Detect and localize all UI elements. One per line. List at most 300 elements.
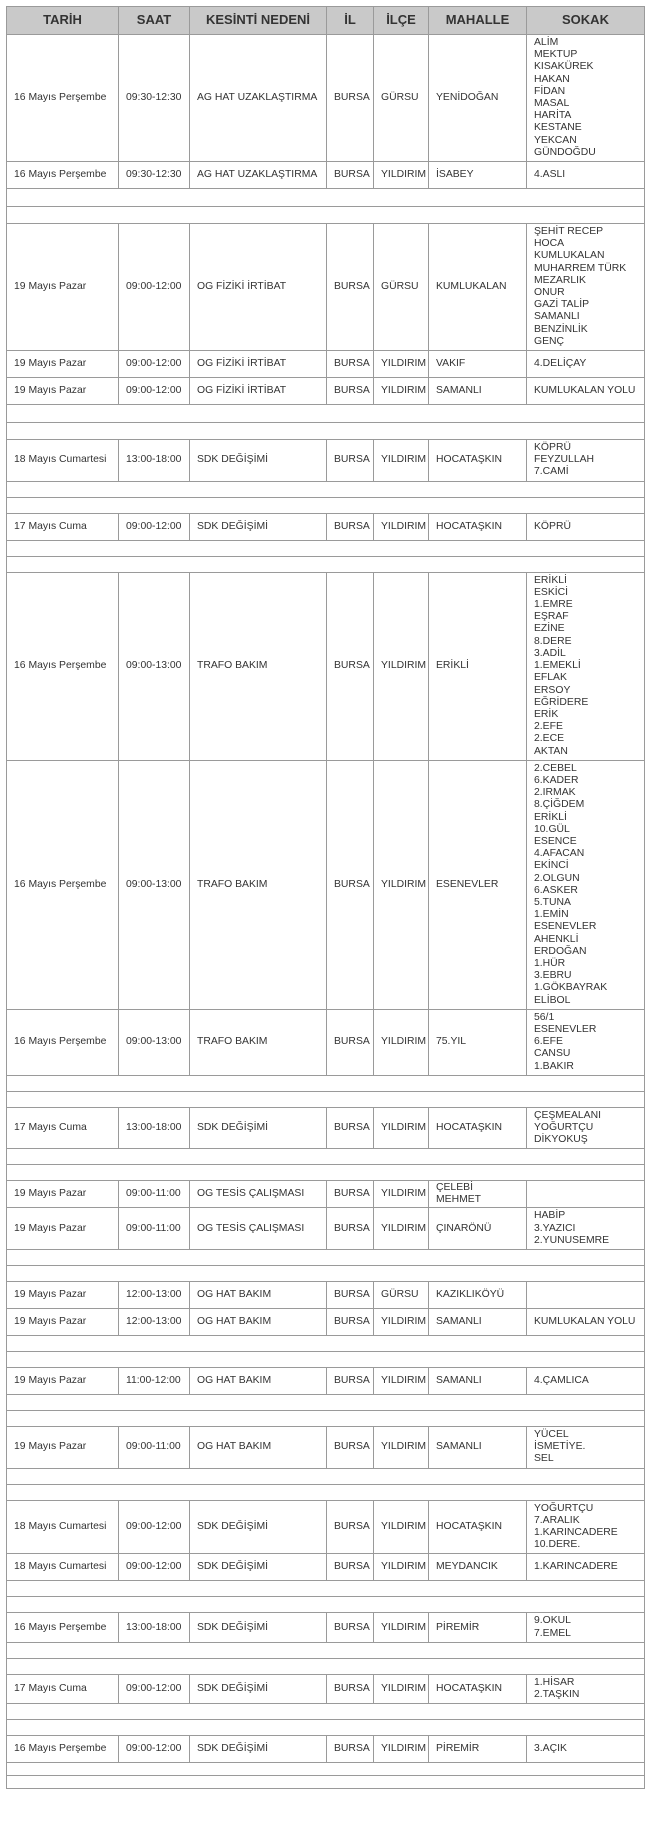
sokak-item: 2.YUNUSEMRE <box>534 1234 610 1246</box>
ilce-cell: YILDIRIM <box>374 162 429 189</box>
separator-row <box>7 1468 645 1484</box>
separator-row <box>7 481 645 497</box>
table-row <box>7 760 645 1009</box>
separator-row <box>7 1704 645 1720</box>
sokak-cell <box>527 351 645 378</box>
kesinti-nedeni-cell: OG TESİS ÇALIŞMASI <box>190 1181 327 1208</box>
sokak-cell <box>527 440 645 482</box>
table-row <box>7 1613 645 1642</box>
sokak-item: MEZARLIK <box>534 274 586 286</box>
il-cell: BURSA <box>327 1009 374 1075</box>
sokak-item: 6.EFE <box>534 1036 563 1048</box>
ilce-cell: YILDIRIM <box>374 351 429 378</box>
separator-row <box>7 1149 645 1165</box>
sokak-item: KÖPRÜ <box>534 442 571 454</box>
separator-cell <box>7 1336 645 1352</box>
saat-cell: 13:00-18:00 <box>119 440 190 482</box>
separator-cell <box>7 1704 645 1720</box>
table-row <box>7 1181 645 1208</box>
separator-cell <box>7 1468 645 1484</box>
sokak-item: 7.EMEL <box>534 1627 571 1639</box>
mahalle-cell: SAMANLI <box>429 1309 527 1336</box>
sokak-item: AHENKLİ <box>534 933 579 945</box>
separator-cell <box>7 1395 645 1411</box>
table-row <box>7 378 645 405</box>
separator-row <box>7 1581 645 1597</box>
separator-cell <box>7 422 645 440</box>
separator-cell <box>7 1165 645 1181</box>
il-cell: BURSA <box>327 1309 374 1336</box>
il-cell: BURSA <box>327 1107 374 1149</box>
il-cell: BURSA <box>327 1181 374 1208</box>
tarih-cell: 16 Mayıs Perşembe <box>7 1009 119 1075</box>
header-kesinti-nedeni: KESİNTİ NEDENİ <box>190 7 327 35</box>
mahalle-cell: YENİDOĞAN <box>429 35 527 162</box>
kesinti-nedeni-cell: AG HAT UZAKLAŞTIRMA <box>190 162 327 189</box>
sokak-item: 6.KADER <box>534 774 579 786</box>
separator-cell <box>7 481 645 497</box>
separator-cell <box>7 1411 645 1427</box>
sokak-cell <box>527 1282 645 1309</box>
tarih-cell: 19 Mayıs Pazar <box>7 1309 119 1336</box>
separator-cell <box>7 405 645 423</box>
sokak-item: 1.EMİN <box>534 909 569 921</box>
sokak-item: 1.HÜR <box>534 957 566 969</box>
mahalle-cell: HOCATAŞKIN <box>429 1107 527 1149</box>
sokak-cell <box>527 224 645 351</box>
sokak-item: ERİKLİ <box>534 574 567 586</box>
ilce-cell: YILDIRIM <box>374 760 429 1009</box>
kesinti-nedeni-cell: SDK DEĞİŞİMİ <box>190 1674 327 1703</box>
sokak-item: 1.EMEKLİ <box>534 660 581 672</box>
saat-cell: 12:00-13:00 <box>119 1282 190 1309</box>
ilce-cell: YILDIRIM <box>374 1309 429 1336</box>
kesinti-nedeni-cell: SDK DEĞİŞİMİ <box>190 1107 327 1149</box>
sokak-item: ESENEVLER <box>534 1023 597 1035</box>
sokak-item: 2.TAŞKIN <box>534 1689 580 1701</box>
il-cell: BURSA <box>327 1613 374 1642</box>
saat-cell: 12:00-13:00 <box>119 1309 190 1336</box>
sokak-item: 7.CAMİ <box>534 466 569 478</box>
il-cell: BURSA <box>327 378 374 405</box>
separator-row <box>7 1658 645 1674</box>
tarih-cell: 16 Mayıs Perşembe <box>7 760 119 1009</box>
sokak-item: KÖPRÜ <box>534 520 571 532</box>
sokak-item: CANSU <box>534 1048 571 1060</box>
sokak-item: EŞRAF <box>534 611 569 623</box>
sokak-cell <box>527 1613 645 1642</box>
sokak-cell <box>527 1368 645 1395</box>
kesinti-nedeni-cell: SDK DEĞİŞİMİ <box>190 1613 327 1642</box>
separator-row <box>7 1336 645 1352</box>
sokak-item: KESTANE <box>534 122 582 134</box>
table-row <box>7 1009 645 1075</box>
table-row <box>7 351 645 378</box>
ilce-cell: YILDIRIM <box>374 1427 429 1469</box>
il-cell: BURSA <box>327 35 374 162</box>
sokak-item: 7.ARALIK <box>534 1514 580 1526</box>
sokak-item: 10.GÜL <box>534 823 570 835</box>
header-saat: SAAT <box>119 7 190 35</box>
sokak-item: ERİKLİ <box>534 811 567 823</box>
sokak-item: 1.BAKIR <box>534 1060 574 1072</box>
mahalle-cell: MEYDANCIK <box>429 1554 527 1581</box>
sokak-item: ALİM <box>534 37 559 48</box>
power-outage-table <box>6 6 645 1789</box>
separator-row <box>7 422 645 440</box>
kesinti-nedeni-cell: SDK DEĞİŞİMİ <box>190 1554 327 1581</box>
table-row <box>7 513 645 540</box>
sokak-item: GENÇ <box>534 335 565 347</box>
separator-cell <box>7 1266 645 1282</box>
saat-cell: 09:00-12:00 <box>119 1554 190 1581</box>
sokak-cell <box>527 35 645 162</box>
tarih-cell: 19 Mayıs Pazar <box>7 1427 119 1469</box>
tarih-cell: 16 Mayıs Perşembe <box>7 1736 119 1763</box>
ilce-cell: YILDIRIM <box>374 1009 429 1075</box>
sokak-cell <box>527 760 645 1009</box>
il-cell: BURSA <box>327 760 374 1009</box>
tarih-cell: 18 Mayıs Cumartesi <box>7 1500 119 1554</box>
sokak-cell <box>527 378 645 405</box>
separator-cell <box>7 1776 645 1789</box>
saat-cell: 09:00-12:00 <box>119 351 190 378</box>
mahalle-cell: SAMANLI <box>429 1368 527 1395</box>
tarih-cell: 19 Mayıs Pazar <box>7 1181 119 1208</box>
saat-cell: 09:00-11:00 <box>119 1427 190 1469</box>
sokak-cell <box>527 1309 645 1336</box>
mahalle-cell: ÇELEBİ MEHMET <box>429 1181 527 1208</box>
kesinti-nedeni-cell: TRAFO BAKIM <box>190 572 327 760</box>
ilce-cell: YILDIRIM <box>374 1554 429 1581</box>
separator-row <box>7 206 645 224</box>
saat-cell: 09:00-12:00 <box>119 1674 190 1703</box>
separator-cell <box>7 1763 645 1776</box>
il-cell: BURSA <box>327 1500 374 1554</box>
sokak-item: 4.ASLI <box>534 168 566 180</box>
saat-cell: 09:30-12:30 <box>119 162 190 189</box>
ilce-cell: YILDIRIM <box>374 1736 429 1763</box>
mahalle-cell: ESENEVLER <box>429 760 527 1009</box>
sokak-item: ERSOY <box>534 684 571 696</box>
table-row <box>7 35 645 162</box>
sokak-item: 2.EFE <box>534 721 563 733</box>
table-row <box>7 1208 645 1250</box>
separator-cell <box>7 1091 645 1107</box>
sokak-item: 6.ASKER <box>534 884 578 896</box>
sokak-item: YÜCEL <box>534 1429 569 1441</box>
sokak-item: ÇEŞMEALANI <box>534 1109 601 1121</box>
sokak-item: 8.DERE <box>534 635 572 647</box>
tarih-cell: 16 Mayıs Perşembe <box>7 572 119 760</box>
tarih-cell: 16 Mayıs Perşembe <box>7 35 119 162</box>
mahalle-cell: ÇINARÖNÜ <box>429 1208 527 1250</box>
sokak-item: MASAL <box>534 98 570 110</box>
sokak-item: EFLAK <box>534 672 567 684</box>
il-cell: BURSA <box>327 1368 374 1395</box>
il-cell: BURSA <box>327 513 374 540</box>
header-mahalle: MAHALLE <box>429 7 527 35</box>
saat-cell: 09:00-13:00 <box>119 760 190 1009</box>
table-row <box>7 1309 645 1336</box>
sokak-item: ERDOĞAN <box>534 945 587 957</box>
separator-row <box>7 1597 645 1613</box>
sokak-item: EKİNCİ <box>534 860 569 872</box>
tarih-cell: 19 Mayıs Pazar <box>7 351 119 378</box>
sokak-item: GÜNDOĞDU <box>534 146 596 158</box>
sokak-item: EZİNE <box>534 623 565 635</box>
saat-cell: 09:00-11:00 <box>119 1181 190 1208</box>
sokak-cell <box>527 162 645 189</box>
il-cell: BURSA <box>327 1427 374 1469</box>
sokak-item: SEL <box>534 1453 554 1465</box>
sokak-item: 2.OLGUN <box>534 872 580 884</box>
table-row <box>7 572 645 760</box>
table-row <box>7 1282 645 1309</box>
sokak-item: 4.AFACAN <box>534 848 585 860</box>
kesinti-nedeni-cell: OG FİZİKİ İRTİBAT <box>190 378 327 405</box>
sokak-item: MUHARREM TÜRK <box>534 262 627 274</box>
separator-cell <box>7 1075 645 1091</box>
separator-cell <box>7 540 645 556</box>
header-tarih: TARİH <box>7 7 119 35</box>
tarih-cell: 19 Mayıs Pazar <box>7 1368 119 1395</box>
ilce-cell: YILDIRIM <box>374 1613 429 1642</box>
separator-cell <box>7 497 645 513</box>
sokak-cell <box>527 1107 645 1149</box>
table-body <box>7 35 645 1789</box>
sokak-item: 2.CEBEL <box>534 762 577 774</box>
il-cell: BURSA <box>327 351 374 378</box>
kesinti-nedeni-cell: AG HAT UZAKLAŞTIRMA <box>190 35 327 162</box>
sokak-item: AKTAN <box>534 745 568 757</box>
ilce-cell: YILDIRIM <box>374 572 429 760</box>
sokak-item: 9.OKUL <box>534 1615 571 1627</box>
sokak-cell <box>527 1181 645 1208</box>
il-cell: BURSA <box>327 440 374 482</box>
mahalle-cell: HOCATAŞKIN <box>429 1500 527 1554</box>
kesinti-nedeni-cell: SDK DEĞİŞİMİ <box>190 1736 327 1763</box>
table-row <box>7 162 645 189</box>
saat-cell: 09:30-12:30 <box>119 35 190 162</box>
tarih-cell: 19 Mayıs Pazar <box>7 1208 119 1250</box>
kesinti-nedeni-cell: OG FİZİKİ İRTİBAT <box>190 224 327 351</box>
sokak-item: HABİP <box>534 1210 566 1222</box>
sokak-cell <box>527 1554 645 1581</box>
sokak-item: SAMANLI <box>534 311 580 323</box>
separator-row <box>7 1250 645 1266</box>
sokak-item: BENZİNLİK <box>534 323 588 335</box>
kesinti-nedeni-cell: OG HAT BAKIM <box>190 1368 327 1395</box>
sokak-item: 2.ECE <box>534 733 565 745</box>
separator-row <box>7 1165 645 1181</box>
saat-cell: 09:00-12:00 <box>119 1500 190 1554</box>
sokak-item: 1.KARINCADERE <box>534 1527 618 1539</box>
separator-cell <box>7 1484 645 1500</box>
ilce-cell: YILDIRIM <box>374 1368 429 1395</box>
kesinti-nedeni-cell: SDK DEĞİŞİMİ <box>190 513 327 540</box>
tarih-cell: 17 Mayıs Cuma <box>7 1107 119 1149</box>
mahalle-cell: ERİKLİ <box>429 572 527 760</box>
mahalle-cell: HOCATAŞKIN <box>429 1674 527 1703</box>
il-cell: BURSA <box>327 1554 374 1581</box>
il-cell: BURSA <box>327 1674 374 1703</box>
separator-cell <box>7 206 645 224</box>
sokak-item: 1.KARINCADERE <box>534 1561 618 1573</box>
sokak-item: ERİK <box>534 708 559 720</box>
ilce-cell: YILDIRIM <box>374 1500 429 1554</box>
mahalle-cell: KAZIKLIKÖYÜ <box>429 1282 527 1309</box>
table-row <box>7 1736 645 1763</box>
saat-cell: 13:00-18:00 <box>119 1613 190 1642</box>
ilce-cell: YILDIRIM <box>374 440 429 482</box>
table-row <box>7 1107 645 1149</box>
mahalle-cell: PİREMİR <box>429 1736 527 1763</box>
separator-row <box>7 1075 645 1091</box>
sokak-item: 2.IRMAK <box>534 787 576 799</box>
mahalle-cell: İSABEY <box>429 162 527 189</box>
sokak-item: 1.GÖKBAYRAK <box>534 982 608 994</box>
kesinti-nedeni-cell: OG HAT BAKIM <box>190 1282 327 1309</box>
sokak-item: 10.DERE. <box>534 1539 581 1551</box>
sokak-cell <box>527 1674 645 1703</box>
sokak-item: EĞRİDERE <box>534 696 589 708</box>
sokak-item: KUMLUKALAN YOLU <box>534 1315 636 1327</box>
separator-row <box>7 1091 645 1107</box>
kesinti-nedeni-cell: OG TESİS ÇALIŞMASI <box>190 1208 327 1250</box>
sokak-item: 3.EBRU <box>534 970 572 982</box>
kesinti-nedeni-cell: TRAFO BAKIM <box>190 1009 327 1075</box>
saat-cell: 13:00-18:00 <box>119 1107 190 1149</box>
separator-row <box>7 1411 645 1427</box>
sokak-item: 8.ÇİĞDEM <box>534 799 585 811</box>
separator-cell <box>7 1581 645 1597</box>
header-il: İL <box>327 7 374 35</box>
sokak-cell <box>527 513 645 540</box>
separator-cell <box>7 1642 645 1658</box>
tarih-cell: 19 Mayıs Pazar <box>7 1282 119 1309</box>
saat-cell: 09:00-13:00 <box>119 1009 190 1075</box>
sokak-item: YOĞURTÇU <box>534 1502 594 1514</box>
tarih-cell: 17 Mayıs Cuma <box>7 513 119 540</box>
sokak-item: HOCA <box>534 238 565 250</box>
separator-row <box>7 1776 645 1789</box>
sokak-item: 56/1 <box>534 1011 555 1023</box>
sokak-item: HAKAN <box>534 73 570 85</box>
ilce-cell: YILDIRIM <box>374 1181 429 1208</box>
table-row <box>7 1674 645 1703</box>
separator-row <box>7 1484 645 1500</box>
sokak-cell <box>527 1009 645 1075</box>
ilce-cell: GÜRSU <box>374 35 429 162</box>
sokak-item: ESENEVLER <box>534 921 597 933</box>
saat-cell: 09:00-12:00 <box>119 513 190 540</box>
separator-row <box>7 1642 645 1658</box>
sokak-item: 3.AÇIK <box>534 1743 567 1755</box>
ilce-cell: YILDIRIM <box>374 513 429 540</box>
sokak-item: ONUR <box>534 287 565 299</box>
sokak-item: ŞEHİT RECEP <box>534 226 604 238</box>
sokak-cell <box>527 572 645 760</box>
kesinti-nedeni-cell: OG HAT BAKIM <box>190 1309 327 1336</box>
table-row <box>7 1427 645 1469</box>
separator-cell <box>7 1352 645 1368</box>
separator-cell <box>7 1597 645 1613</box>
sokak-item: 4.DELİÇAY <box>534 357 587 369</box>
separator-row <box>7 540 645 556</box>
sokak-item: ESKİCİ <box>534 586 569 598</box>
mahalle-cell: HOCATAŞKIN <box>429 440 527 482</box>
il-cell: BURSA <box>327 572 374 760</box>
saat-cell: 09:00-11:00 <box>119 1208 190 1250</box>
il-cell: BURSA <box>327 224 374 351</box>
table-row <box>7 1368 645 1395</box>
ilce-cell: YILDIRIM <box>374 1107 429 1149</box>
saat-cell: 09:00-12:00 <box>119 224 190 351</box>
mahalle-cell: VAKIF <box>429 351 527 378</box>
tarih-cell: 19 Mayıs Pazar <box>7 378 119 405</box>
tarih-cell: 18 Mayıs Cumartesi <box>7 440 119 482</box>
table-row <box>7 440 645 482</box>
separator-cell <box>7 1720 645 1736</box>
kesinti-nedeni-cell: SDK DEĞİŞİMİ <box>190 440 327 482</box>
sokak-item: 3.ADİL <box>534 647 566 659</box>
separator-row <box>7 405 645 423</box>
separator-row <box>7 1720 645 1736</box>
sokak-item: FEYZULLAH <box>534 454 595 466</box>
mahalle-cell: PİREMİR <box>429 1613 527 1642</box>
saat-cell: 09:00-12:00 <box>119 378 190 405</box>
sokak-item: MEKTUP <box>534 49 578 61</box>
tarih-cell: 18 Mayıs Cumartesi <box>7 1554 119 1581</box>
sokak-item: HARİTA <box>534 110 572 122</box>
sokak-cell <box>527 1427 645 1469</box>
table-row <box>7 1554 645 1581</box>
mahalle-cell: KUMLUKALAN <box>429 224 527 351</box>
separator-row <box>7 1352 645 1368</box>
separator-row <box>7 556 645 572</box>
saat-cell: 09:00-13:00 <box>119 572 190 760</box>
sokak-item: 1.HİSAR <box>534 1676 575 1688</box>
sokak-cell <box>527 1736 645 1763</box>
tarih-cell: 17 Mayıs Cuma <box>7 1674 119 1703</box>
il-cell: BURSA <box>327 1736 374 1763</box>
separator-cell <box>7 189 645 207</box>
separator-row <box>7 1266 645 1282</box>
separator-cell <box>7 1658 645 1674</box>
table-row <box>7 1500 645 1554</box>
sokak-item: DİKYOKUŞ <box>534 1134 588 1146</box>
sokak-item: KUMLUKALAN <box>534 250 605 262</box>
kesinti-nedeni-cell: OG FİZİKİ İRTİBAT <box>190 351 327 378</box>
sokak-cell <box>527 1208 645 1250</box>
separator-cell <box>7 556 645 572</box>
saat-cell: 11:00-12:00 <box>119 1368 190 1395</box>
sokak-item: ESENCE <box>534 835 577 847</box>
sokak-item: YOĞURTÇU <box>534 1122 594 1133</box>
mahalle-cell: HOCATAŞKIN <box>429 513 527 540</box>
tarih-cell: 19 Mayıs Pazar <box>7 224 119 351</box>
sokak-item: KISAKÜREK <box>534 61 594 73</box>
tarih-cell: 16 Mayıs Perşembe <box>7 162 119 189</box>
kesinti-nedeni-cell: SDK DEĞİŞİMİ <box>190 1500 327 1554</box>
saat-cell: 09:00-12:00 <box>119 1736 190 1763</box>
sokak-cell <box>527 1500 645 1554</box>
tarih-cell: 16 Mayıs Perşembe <box>7 1613 119 1642</box>
separator-row <box>7 1763 645 1776</box>
kesinti-nedeni-cell: TRAFO BAKIM <box>190 760 327 1009</box>
kesinti-nedeni-cell: OG HAT BAKIM <box>190 1427 327 1469</box>
